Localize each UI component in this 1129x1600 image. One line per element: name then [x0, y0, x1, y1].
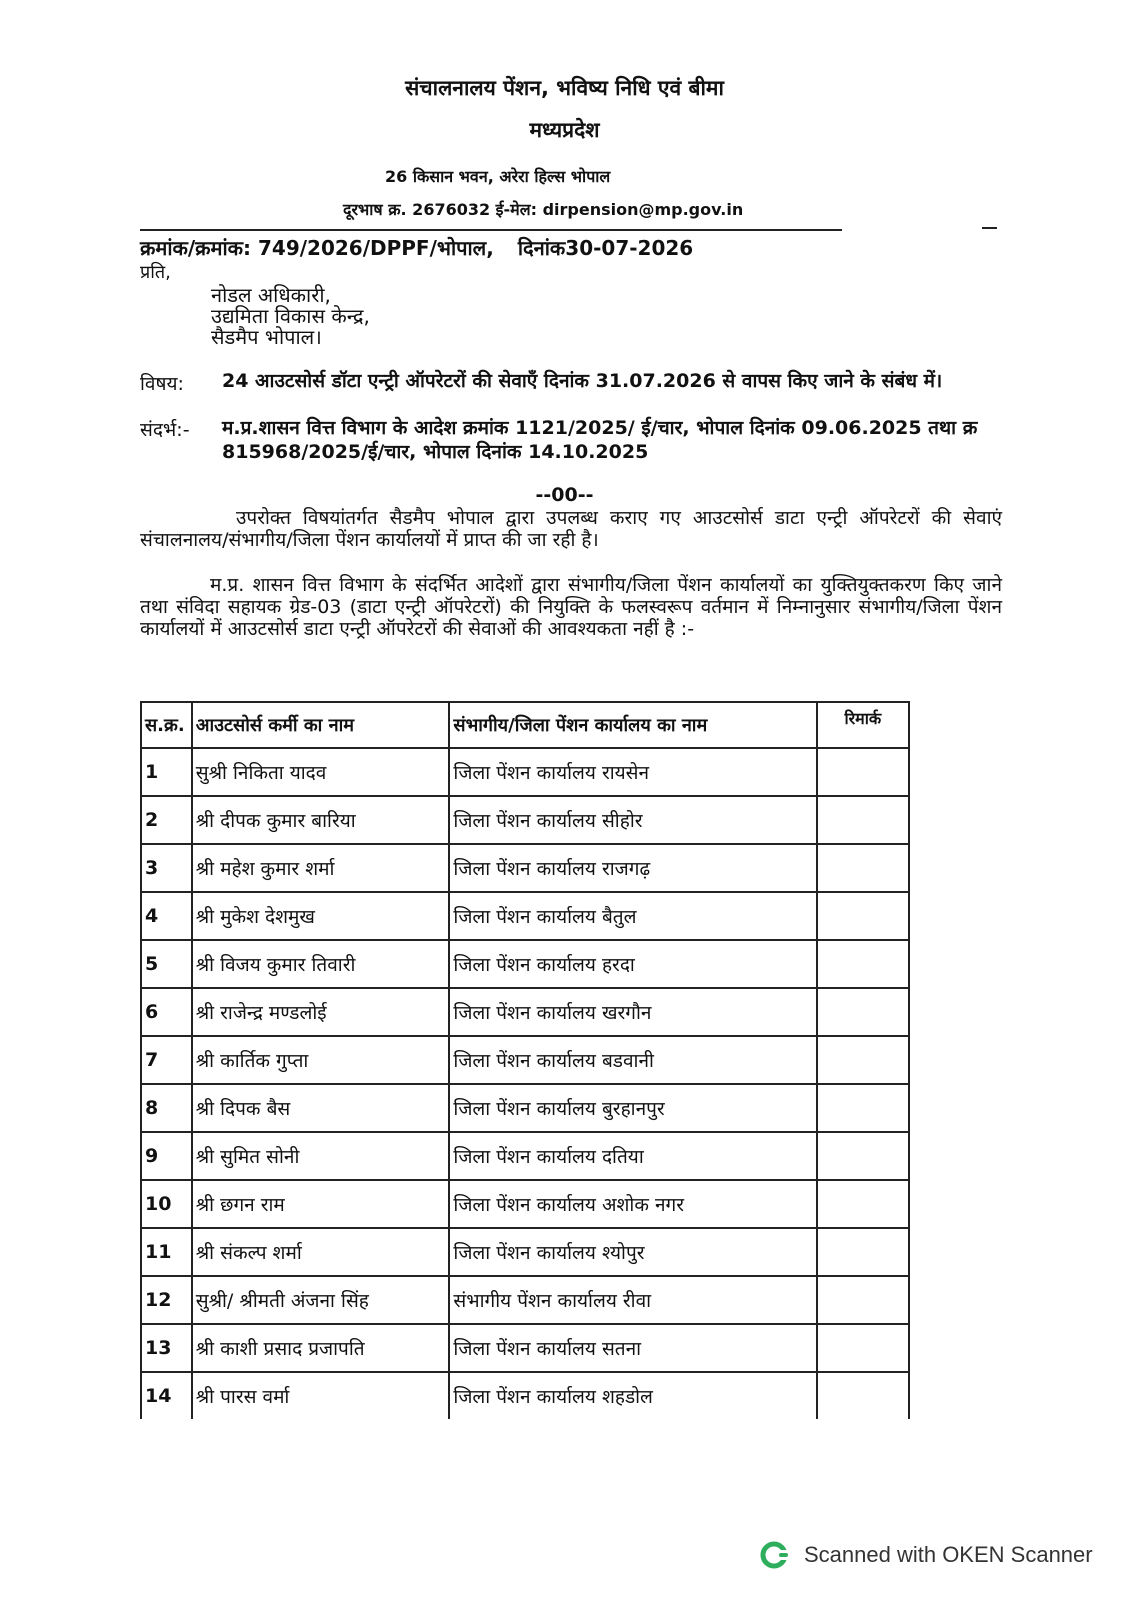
body-paragraph-2: म.प्र. शासन वित्त विभाग के संदर्भित आदेशों द्वारा संभागीय/जिला पेंशन कार्यालयों का युक्तियुक्तकरण किए जाने तथा संविदा सहायक ग्रेड-03 (डाटा एन्ट्री ऑपरेटरों) की नियुक्ति के फलस्वरूप वर्तमान में निम्नानुसार संभागीय/जिला पेंशन कार्यालयों में आउटसोर्स डाटा एन्ट्री ऑपरेटरों की सेवाओं की आवश्यकता नहीं है :- [140, 574, 1002, 640]
cell-office-name: जिला पेंशन कार्यालय बुरहानपुर [449, 1084, 816, 1132]
cell-serial: 1 [141, 748, 192, 796]
table-row [141, 796, 909, 844]
cell-employee-name: सुश्री निकिता यादव [192, 748, 450, 796]
cell-employee-name: श्री छगन राम [192, 1180, 450, 1228]
header-divider-mark [982, 227, 997, 229]
subject-content: 24 आउटसोर्स डॉटा एन्ट्री ऑपरेटरों की सेवाएँ दिनांक 31.07.2026 से वापस किए जाने के संबंध में। [222, 370, 943, 392]
table-row [141, 1132, 909, 1180]
cell-remark [817, 1324, 909, 1372]
cell-office-name: जिला पेंशन कार्यालय राजगढ़ [449, 844, 816, 892]
cell-serial: 13 [141, 1324, 192, 1372]
table-row [141, 748, 909, 796]
cell-office-name: जिला पेंशन कार्यालय अशोक नगर [449, 1180, 816, 1228]
cell-office-name: जिला पेंशन कार्यालय शहडोल [449, 1372, 816, 1419]
cell-employee-name: श्री सुमित सोनी [192, 1132, 450, 1180]
cell-office-name: जिला पेंशन कार्यालय रायसेन [449, 748, 816, 796]
cell-remark [817, 1132, 909, 1180]
addressee-line-1: नोडल अधिकारी, [211, 283, 331, 307]
cell-serial: 2 [141, 796, 192, 844]
cell-employee-name: श्री महेश कुमार शर्मा [192, 844, 450, 892]
table-body [141, 748, 909, 1419]
cell-office-name: जिला पेंशन कार्यालय सतना [449, 1324, 816, 1372]
header-divider [140, 229, 842, 231]
addressee-line-2: उद्यमिता विकास केन्द्र, [211, 304, 370, 328]
cell-remark [817, 748, 909, 796]
cell-employee-name: श्री दिपक बैस [192, 1084, 450, 1132]
cell-remark [817, 844, 909, 892]
table-row [141, 1180, 909, 1228]
addressee-line-3: सैडमैप भोपाल। [211, 325, 322, 349]
cell-employee-name: श्री दीपक कुमार बारिया [192, 796, 450, 844]
cell-serial: 4 [141, 892, 192, 940]
table-row [141, 1036, 909, 1084]
table-row [141, 1084, 909, 1132]
cell-serial: 8 [141, 1084, 192, 1132]
cell-remark [817, 1084, 909, 1132]
cell-serial: 7 [141, 1036, 192, 1084]
cell-remark [817, 1036, 909, 1084]
sandarbh-text: म.प्र.शासन वित्त विभाग के आदेश क्रमांक 1121/2025/ ई/चार, भोपाल दिनांक 09.06.2025 तथा क्र 815968/2025/ई/चार, भोपाल दिनांक 14.10.2025 [222, 417, 978, 463]
cell-office-name: जिला पेंशन कार्यालय दतिया [449, 1132, 816, 1180]
body-paragraph-1: उपरोक्त विषयांतर्गत सैडमैप भोपाल द्वारा उपलब्ध कराए गए आउटसोर्स डाटा एन्ट्री ऑपरेटरों की सेवाएं संचालनालय/संभागीय/जिला पेंशन कार्यालयों में प्राप्त की जा रही है। [140, 507, 1002, 551]
table-header-row [141, 702, 909, 748]
operators-table [140, 701, 910, 1419]
table-row [141, 1276, 909, 1324]
cell-serial: 14 [141, 1372, 192, 1419]
cell-employee-name: सुश्री/ श्रीमती अंजना सिंह [192, 1276, 450, 1324]
cell-remark [817, 988, 909, 1036]
cell-employee-name: श्री पारस वर्मा [192, 1372, 450, 1419]
cell-serial: 11 [141, 1228, 192, 1276]
table-row [141, 988, 909, 1036]
cell-remark [817, 1372, 909, 1419]
column-header-office: संभागीय/जिला पेंशन कार्यालय का नाम [449, 702, 816, 748]
cell-remark [817, 1180, 909, 1228]
cell-office-name: जिला पेंशन कार्यालय बैतुल [449, 892, 816, 940]
section-separator: --00-- [535, 484, 594, 506]
reference-number: क्रमांक/क्रमांक: 749/2026/DPPF/भोपाल, [140, 236, 494, 260]
column-header-name: आउटसोर्स कर्मी का नाम [192, 702, 450, 748]
cell-remark [817, 796, 909, 844]
cell-remark [817, 940, 909, 988]
reference-date: दिनांक30-07-2026 [517, 236, 694, 260]
column-header-serial: स.क्र. [141, 702, 192, 748]
cell-serial: 6 [141, 988, 192, 1036]
cell-office-name: जिला पेंशन कार्यालय खरगौन [449, 988, 816, 1036]
cell-employee-name: श्री संकल्प शर्मा [192, 1228, 450, 1276]
cell-serial: 9 [141, 1132, 192, 1180]
reference-line [140, 234, 693, 261]
office-contact: दूरभाष क्र. 2676032 ई-मेल: dirpension@mp.gov.in [343, 200, 744, 219]
table-row [141, 1228, 909, 1276]
table-row [141, 1372, 909, 1419]
cell-serial: 3 [141, 844, 192, 892]
table-row [141, 892, 909, 940]
cell-employee-name: श्री मुकेश देशमुख [192, 892, 450, 940]
table-row [141, 844, 909, 892]
cell-serial: 12 [141, 1276, 192, 1324]
cell-remark [817, 892, 909, 940]
cell-office-name: संभागीय पेंशन कार्यालय रीवा [449, 1276, 816, 1324]
prati-label: प्रति, [140, 262, 171, 283]
cell-office-name: जिला पेंशन कार्यालय हरदा [449, 940, 816, 988]
cell-employee-name: श्री काशी प्रसाद प्रजापति [192, 1324, 450, 1372]
cell-remark [817, 1276, 909, 1324]
cell-employee-name: श्री विजय कुमार तिवारी [192, 940, 450, 988]
cell-employee-name: श्री कार्तिक गुप्ता [192, 1036, 450, 1084]
office-title: संचालनालय पेंशन, भविष्य निधि एवं बीमा [405, 76, 724, 100]
cell-office-name: जिला पेंशन कार्यालय श्योपुर [449, 1228, 816, 1276]
cell-serial: 5 [141, 940, 192, 988]
subject-label: विषय: [140, 373, 184, 395]
cell-office-name: जिला पेंशन कार्यालय सीहोर [449, 796, 816, 844]
cell-remark [817, 1228, 909, 1276]
table-row [141, 1324, 909, 1372]
office-address: 26 किसान भवन, अरेरा हिल्स भोपाल [385, 167, 611, 186]
cell-employee-name: श्री राजेन्द्र मण्डलोई [192, 988, 450, 1036]
table-row [141, 940, 909, 988]
column-header-remark: रिमार्क [817, 702, 909, 748]
subject-text [222, 370, 972, 392]
oken-scanner-logo-icon [760, 1540, 790, 1570]
state-name: मध्यप्रदेश [529, 118, 600, 142]
cell-serial: 10 [141, 1180, 192, 1228]
scanner-watermark-text: Scanned with OKEN Scanner [804, 1542, 1093, 1567]
sandarbh-label: संदर्भ:- [140, 419, 190, 441]
cell-office-name: जिला पेंशन कार्यालय बडवानी [449, 1036, 816, 1084]
scanner-watermark [760, 1540, 1093, 1570]
